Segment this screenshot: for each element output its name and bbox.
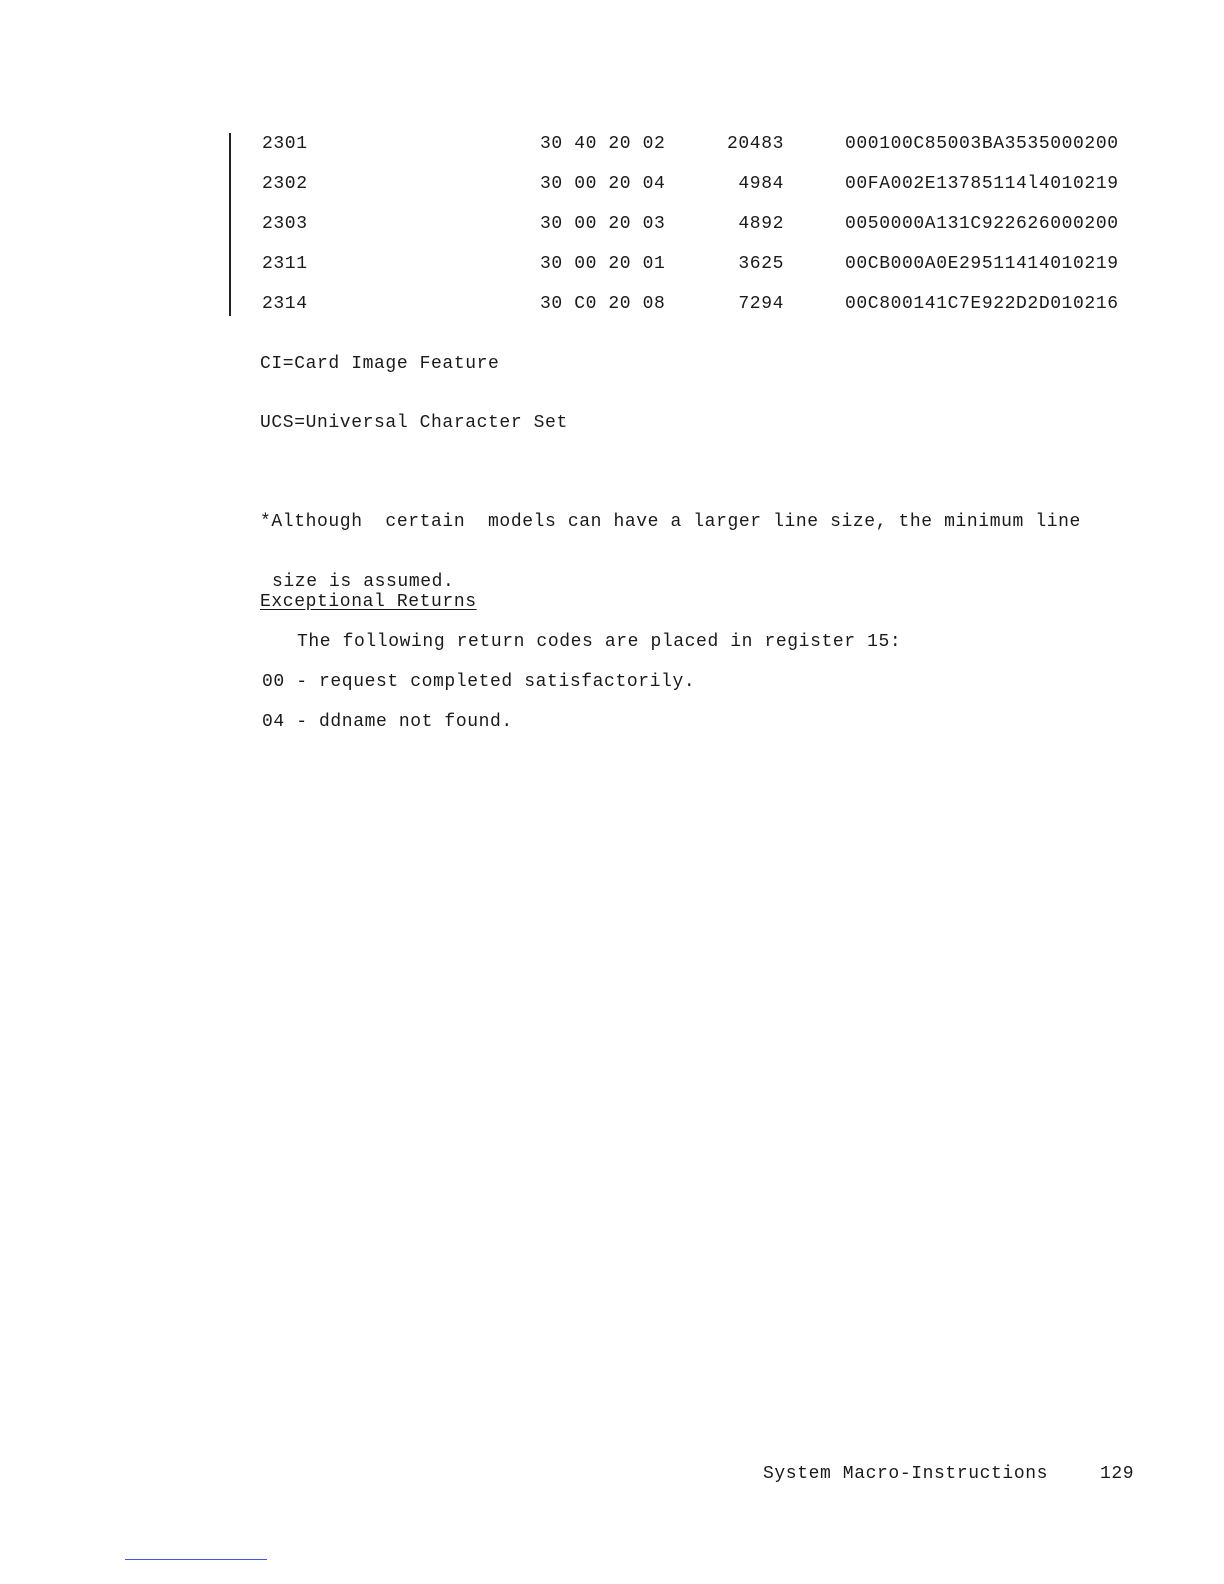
table-row xyxy=(0,172,1119,196)
page-number: 129 xyxy=(1100,1464,1135,1484)
device-type: 2301 xyxy=(262,134,308,154)
hex-value: 000100C85003BA3535000200 xyxy=(845,134,1119,154)
device-type: 2302 xyxy=(262,174,308,194)
hex-value: 00FA002E13785114l4010219 xyxy=(845,174,1119,194)
device-type: 2314 xyxy=(262,294,308,314)
revision-change-bar xyxy=(229,133,231,316)
device-code: 30 00 20 01 xyxy=(540,254,666,274)
footnote-line-2: size is assumed. xyxy=(272,572,455,592)
line-size: 20483 xyxy=(726,134,784,154)
device-type: 2311 xyxy=(262,254,308,274)
hex-value: 00CB000A0E29511414010219 xyxy=(845,254,1119,274)
table-row xyxy=(0,252,1119,276)
return-code-item: 04 - ddname not found. xyxy=(262,712,513,732)
line-size: 7294 xyxy=(738,294,784,314)
device-code: 30 00 20 03 xyxy=(540,214,666,234)
table-row xyxy=(0,292,1119,316)
device-code: 30 C0 20 08 xyxy=(540,294,666,314)
section-intro: The following return codes are placed in register 15: xyxy=(297,632,902,652)
return-code-item: 00 - request completed satisfactorily. xyxy=(262,672,696,692)
device-code: 30 40 20 02 xyxy=(540,134,666,154)
device-code: 30 00 20 04 xyxy=(540,174,666,194)
table-row xyxy=(0,132,1119,156)
line-size: 4892 xyxy=(738,214,784,234)
footer-title: System Macro-Instructions xyxy=(763,1464,1049,1484)
table-row xyxy=(0,212,1119,236)
line-size: 3625 xyxy=(738,254,784,274)
line-size-footnote xyxy=(260,472,1140,612)
line-size: 4984 xyxy=(738,174,784,194)
hex-value: 0050000A131C922626000200 xyxy=(845,214,1119,234)
device-type: 2303 xyxy=(262,214,308,234)
bottom-rule xyxy=(125,1559,267,1560)
ucs-definition: UCS=Universal Character Set xyxy=(260,413,568,433)
footnote-line-1: *Although certain models can have a larger line size, the minimum line xyxy=(260,512,1081,532)
hex-value: 00C800141C7E922D2D010216 xyxy=(845,294,1119,314)
ci-definition: CI=Card Image Feature xyxy=(260,354,500,374)
section-heading: Exceptional Returns xyxy=(260,592,477,612)
